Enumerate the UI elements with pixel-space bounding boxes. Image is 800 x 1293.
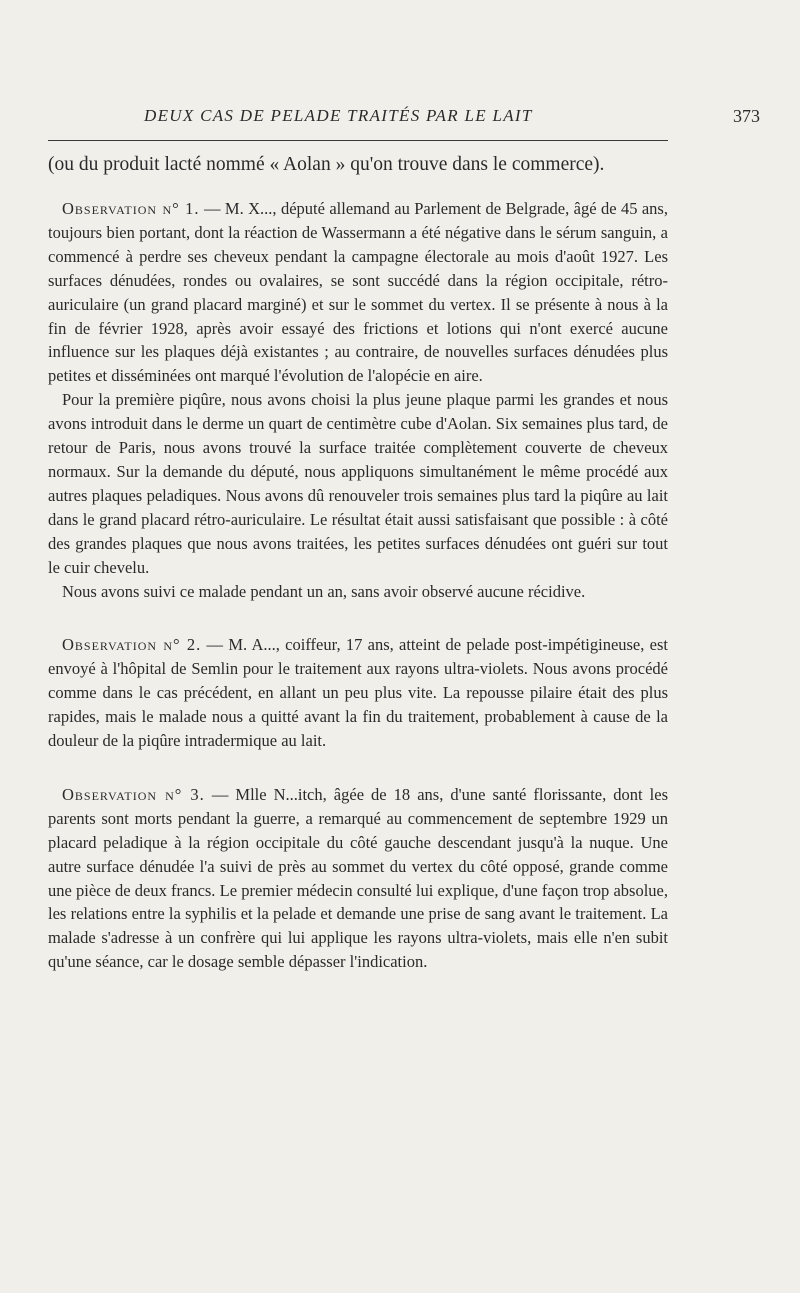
observation-3-paragraph: [48, 783, 668, 974]
observation-2-label: Observation n° 2.: [62, 635, 202, 655]
observation-2-text: — M. A..., coiffeur, 17 ans, atteint de pelade post-impétigineuse, est envoyé à l'hôpital de Semlin pour le traitement aux rayons ultra-violets. Nous avons procédé comme dans le cas précédent, en allant un peu plus vite. La repousse pilaire était des plus rapides, mais le malade nous a quitté avant la fin du traitement, probablement à cause de la douleur de la piqûre intradermique au lait.: [48, 635, 668, 751]
running-title: DEUX CAS DE PELADE TRAITÉS PAR LE LAIT: [144, 106, 533, 125]
header-rule: [48, 140, 668, 141]
observation-1-text: — M. X..., député allemand au Parlement de Belgrade, âgé de 45 ans, toujours bien portant, dont la réaction de Wassermann a été négative dans le sérum sanguin, a commencé à perdre ses cheveux pendant la campagne électorale au mois d'août 1927. Les surfaces dénudées, rondes ou ovalaires, se sont succédé dans la région occipitale, rétro-auriculaire (un grand placard marginé) et sur le sommet du vertex. Il se présente à nous à la fin de février 1928, après avoir essayé des frictions et lotions qui n'ont exercé aucune influence sur les plaques déjà existantes ; au contraire, de nouvelles surfaces dénudées plus petites et disséminées ont marqué l'évolution de l'alopécie en aire.: [48, 199, 668, 386]
page-body: [48, 150, 668, 974]
page-number: 373: [733, 106, 760, 126]
observation-3: [48, 783, 668, 974]
continued-paragraph: (ou du produit lacté nommé « Aolan » qu'on trouve dans le commerce).: [48, 154, 605, 175]
observation-2: [48, 633, 668, 753]
page-header: [48, 106, 760, 130]
observation-1: [48, 197, 668, 603]
observation-2-paragraph: [48, 633, 668, 753]
observation-1-paragraph-3: Nous avons suivi ce malade pendant un an, sans avoir observé aucune récidive.: [62, 581, 586, 601]
observation-1-label: Observation n° 1.: [62, 199, 200, 218]
observation-1-paragraph-1: [48, 197, 668, 388]
observation-1-paragraph-2: Pour la première piqûre, nous avons choisi la plus jeune plaque parmi les grandes et nous avons introduit dans le derme un quart de centimètre cube d'Aolan. Six semaines plus tard, de retour de Paris, nous avons trouvé la surface traitée complètement couverte de cheveux normaux. Sur la demande du député, nous appliquons simultanément le même procédé aux autres plaques peladiques. Nous avons dû renouveler trois semaines plus tard la piqûre au lait dans le grand placard rétro-auriculaire. Le résultat était aussi satisfaisant que possible : à côté des grandes plaques que nous avons traitées, les petites surfaces dénudées ont guéri sur tout le cuir chevelu.: [48, 390, 668, 577]
observation-3-text: — Mlle N...itch, âgée de 18 ans, d'une santé florissante, dont les parents sont morts pendant la guerre, a remarqué au commencement de septembre 1929 un placard peladique à la région occipitale du côté gauche descendant jusqu'à la nuque. Une autre surface dénudée l'a suivi de près au sommet du vertex du côté opposé, grande comme une pièce de deux francs. Le premier médecin consulté lui explique, d'une façon trop absolue, les relations entre la syphilis et la pelade et demande une prise de sang avant le traitement. La malade s'adresse à un confrère qui lui applique les rayons ultra-violets, mais elle n'en subit qu'une séance, car le dosage semble dépasser l'indication.: [48, 784, 668, 972]
observation-3-label: Observation n° 3.: [62, 784, 205, 804]
